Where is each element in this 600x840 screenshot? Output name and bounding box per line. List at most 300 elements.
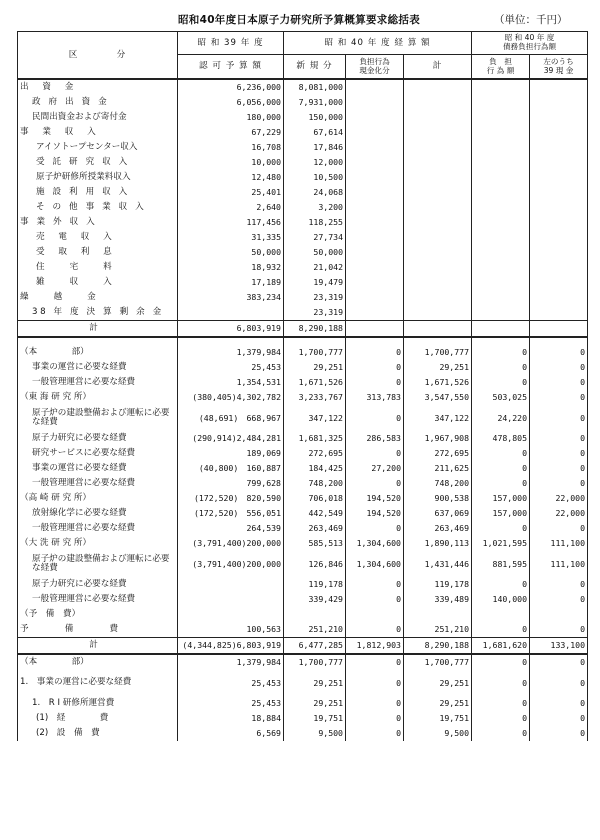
cell-value: 339,429 bbox=[284, 592, 346, 607]
table-header bbox=[18, 32, 588, 80]
header-liability-of-which: 左のうち 39 現 金 bbox=[530, 55, 588, 80]
cell-value: 194,520 bbox=[346, 491, 404, 506]
cell-value: 1,700,777 bbox=[404, 654, 472, 670]
expense-row bbox=[18, 607, 588, 622]
cell-value bbox=[178, 577, 284, 592]
expense-row bbox=[18, 405, 588, 431]
row-label: 雑 収 入 bbox=[18, 275, 178, 290]
cell-value bbox=[346, 245, 404, 260]
cell-value: 189,069 bbox=[178, 446, 284, 461]
cell-value bbox=[472, 290, 530, 305]
cell-value: 157,000 bbox=[472, 506, 530, 521]
cell-value: 23,319 bbox=[284, 290, 346, 305]
cell-value: 0 bbox=[472, 360, 530, 375]
cell-value: 1,671,526 bbox=[404, 375, 472, 390]
cell-value: 286,583 bbox=[346, 431, 404, 446]
document-title: 昭和40年度日本原子力研究所予算概算要求総括表 bbox=[178, 14, 421, 26]
cell-value: 17,189 bbox=[178, 275, 284, 290]
cell-value bbox=[404, 607, 472, 622]
income-row bbox=[18, 155, 588, 170]
cell-value bbox=[346, 275, 404, 290]
cell-value: 21,042 bbox=[284, 260, 346, 275]
row-label: 一般管理運営に必要な経費 bbox=[18, 476, 178, 491]
cell-value bbox=[404, 215, 472, 230]
cell-value: 0 bbox=[530, 577, 588, 592]
cell-value: 0 bbox=[346, 696, 404, 711]
row-label: 原子炉研修所授業料収入 bbox=[18, 170, 178, 185]
cell-value: 111,100 bbox=[530, 536, 588, 551]
cell-value bbox=[472, 607, 530, 622]
cell-value: 6,056,000 bbox=[178, 95, 284, 110]
cell-value: 23,319 bbox=[284, 305, 346, 321]
cell-value bbox=[346, 321, 404, 338]
cell-value: 7,931,000 bbox=[284, 95, 346, 110]
row-label: 計 bbox=[18, 638, 178, 655]
row-label: （高 崎 研 究 所） bbox=[18, 491, 178, 506]
cell-value: 12,480 bbox=[178, 170, 284, 185]
cell-value: 0 bbox=[346, 592, 404, 607]
cell-value: 18,932 bbox=[178, 260, 284, 275]
header-fy40-conversion: 負担行為 現金化分 bbox=[346, 55, 404, 80]
cell-value bbox=[346, 305, 404, 321]
cell-value: 263,469 bbox=[284, 521, 346, 536]
row-label: 放射線化学に必要な経費 bbox=[18, 506, 178, 521]
cell-value bbox=[346, 110, 404, 125]
cell-value: 347,122 bbox=[284, 405, 346, 431]
cell-value: (172,520) 556,051 bbox=[178, 506, 284, 521]
cell-value: 3,233,767 bbox=[284, 390, 346, 405]
cell-value: 0 bbox=[346, 577, 404, 592]
detail-row bbox=[18, 654, 588, 670]
cell-value bbox=[530, 305, 588, 321]
row-label: 予 備 費 bbox=[18, 622, 178, 638]
cell-value: 0 bbox=[530, 696, 588, 711]
cell-value: 881,595 bbox=[472, 551, 530, 577]
cell-value bbox=[404, 155, 472, 170]
cell-value: 0 bbox=[530, 476, 588, 491]
cell-value: 272,695 bbox=[404, 446, 472, 461]
cell-value bbox=[530, 200, 588, 215]
income-row bbox=[18, 245, 588, 260]
row-label: （予 備 費） bbox=[18, 607, 178, 622]
cell-value bbox=[530, 275, 588, 290]
row-label: そ の 他 事 業 収 入 bbox=[18, 200, 178, 215]
cell-value: 0 bbox=[472, 654, 530, 670]
row-label: 政 府 出 資 金 bbox=[18, 95, 178, 110]
cell-value: 211,625 bbox=[404, 461, 472, 476]
cell-value: 9,500 bbox=[284, 726, 346, 741]
cell-value bbox=[472, 230, 530, 245]
cell-value: 1,304,600 bbox=[346, 551, 404, 577]
row-label: 原子炉の建設整備および運転に必要な経費 bbox=[18, 551, 178, 577]
header-liability-amount: 負 担 行 為 額 bbox=[472, 55, 530, 80]
cell-value: 184,425 bbox=[284, 461, 346, 476]
spacer-row bbox=[18, 337, 588, 345]
row-label: 事 業 収 入 bbox=[18, 125, 178, 140]
cell-value bbox=[530, 185, 588, 200]
cell-value: 29,251 bbox=[404, 670, 472, 696]
expense-row bbox=[18, 390, 588, 405]
cell-value: 31,335 bbox=[178, 230, 284, 245]
cell-value: 0 bbox=[472, 726, 530, 741]
cell-value: 24,220 bbox=[472, 405, 530, 431]
income-row bbox=[18, 125, 588, 140]
cell-value: 67,229 bbox=[178, 125, 284, 140]
cell-value: (40,800) 160,887 bbox=[178, 461, 284, 476]
cell-value bbox=[530, 290, 588, 305]
row-label: (1) 経 費 bbox=[18, 711, 178, 726]
cell-value: 0 bbox=[472, 345, 530, 360]
cell-value bbox=[530, 140, 588, 155]
cell-value bbox=[178, 607, 284, 622]
cell-value: 0 bbox=[472, 622, 530, 638]
expense-row bbox=[18, 491, 588, 506]
cell-value: 0 bbox=[346, 375, 404, 390]
cell-value bbox=[472, 170, 530, 185]
cell-value bbox=[346, 215, 404, 230]
cell-value: 27,734 bbox=[284, 230, 346, 245]
cell-value: 251,210 bbox=[404, 622, 472, 638]
expense-row bbox=[18, 431, 588, 446]
cell-value: 748,200 bbox=[284, 476, 346, 491]
row-label: 受 取 利 息 bbox=[18, 245, 178, 260]
row-label: 出 資 金 bbox=[18, 79, 178, 95]
row-label: 1. R I 研修所運営費 bbox=[18, 696, 178, 711]
cell-value: 6,477,285 bbox=[284, 638, 346, 655]
cell-value: 637,069 bbox=[404, 506, 472, 521]
row-label: 研究サービスに必要な経費 bbox=[18, 446, 178, 461]
cell-value: 1,379,984 bbox=[178, 345, 284, 360]
cell-value bbox=[346, 260, 404, 275]
cell-value bbox=[404, 305, 472, 321]
cell-value bbox=[178, 592, 284, 607]
cell-value: 1,812,903 bbox=[346, 638, 404, 655]
detail-row bbox=[18, 726, 588, 741]
row-label: 事業の運営に必要な経費 bbox=[18, 461, 178, 476]
row-label: 一般管理運営に必要な経費 bbox=[18, 521, 178, 536]
income-row bbox=[18, 200, 588, 215]
cell-value bbox=[404, 321, 472, 338]
cell-value: 0 bbox=[530, 592, 588, 607]
cell-value bbox=[472, 185, 530, 200]
cell-value: 0 bbox=[346, 622, 404, 638]
cell-value: 0 bbox=[530, 375, 588, 390]
cell-value bbox=[178, 305, 284, 321]
income-row bbox=[18, 95, 588, 110]
cell-value bbox=[346, 200, 404, 215]
cell-value bbox=[404, 200, 472, 215]
cell-value: 1,304,600 bbox=[346, 536, 404, 551]
cell-value bbox=[346, 95, 404, 110]
cell-value: 10,000 bbox=[178, 155, 284, 170]
cell-value: 748,200 bbox=[404, 476, 472, 491]
cell-value: 0 bbox=[530, 670, 588, 696]
cell-value: 67,614 bbox=[284, 125, 346, 140]
row-label: 一般管理運営に必要な経費 bbox=[18, 375, 178, 390]
header-category: 区 分 bbox=[18, 32, 178, 80]
row-label: 民間出資金および寄付金 bbox=[18, 110, 178, 125]
cell-value: 50,000 bbox=[284, 245, 346, 260]
row-label: (2) 設 備 費 bbox=[18, 726, 178, 741]
cell-value: 1,379,984 bbox=[178, 654, 284, 670]
cell-value: 0 bbox=[530, 622, 588, 638]
row-label: 原子炉の建設整備および運転に必要な経費 bbox=[18, 405, 178, 431]
cell-value: (172,520) 820,590 bbox=[178, 491, 284, 506]
cell-value bbox=[404, 260, 472, 275]
cell-value: 1,354,531 bbox=[178, 375, 284, 390]
cell-value: 25,401 bbox=[178, 185, 284, 200]
row-label: 住 宅 料 bbox=[18, 260, 178, 275]
cell-value: 0 bbox=[346, 476, 404, 491]
cell-value: 383,234 bbox=[178, 290, 284, 305]
cell-value bbox=[530, 215, 588, 230]
cell-value: 29,251 bbox=[404, 696, 472, 711]
cell-value: 12,000 bbox=[284, 155, 346, 170]
cell-value: 1,700,777 bbox=[284, 345, 346, 360]
cell-value: 503,025 bbox=[472, 390, 530, 405]
cell-value bbox=[404, 110, 472, 125]
cell-value bbox=[346, 125, 404, 140]
cell-value bbox=[472, 305, 530, 321]
cell-value: 0 bbox=[530, 654, 588, 670]
cell-value bbox=[346, 185, 404, 200]
income-row bbox=[18, 305, 588, 321]
cell-value: 1,431,446 bbox=[404, 551, 472, 577]
income-row bbox=[18, 230, 588, 245]
expense-row bbox=[18, 592, 588, 607]
budget-summary-table bbox=[17, 31, 588, 741]
cell-value: 272,695 bbox=[284, 446, 346, 461]
cell-value: 263,469 bbox=[404, 521, 472, 536]
cell-value: 19,479 bbox=[284, 275, 346, 290]
cell-value: 0 bbox=[346, 711, 404, 726]
row-label: 受 託 研 究 収 入 bbox=[18, 155, 178, 170]
income-total-row bbox=[18, 321, 588, 338]
cell-value: (4,344,825)6,803,919 bbox=[178, 638, 284, 655]
cell-value bbox=[530, 95, 588, 110]
header-fy40-new: 新 規 分 bbox=[284, 55, 346, 80]
cell-value: 3,200 bbox=[284, 200, 346, 215]
income-row bbox=[18, 185, 588, 200]
cell-value bbox=[472, 260, 530, 275]
cell-value: 100,563 bbox=[178, 622, 284, 638]
income-row bbox=[18, 110, 588, 125]
cell-value: 0 bbox=[472, 521, 530, 536]
cell-value bbox=[404, 290, 472, 305]
cell-value: 0 bbox=[472, 461, 530, 476]
cell-value: 0 bbox=[530, 431, 588, 446]
cell-value bbox=[404, 275, 472, 290]
cell-value: 22,000 bbox=[530, 506, 588, 521]
cell-value: 29,251 bbox=[404, 360, 472, 375]
cell-value: 251,210 bbox=[284, 622, 346, 638]
cell-value: 1,681,325 bbox=[284, 431, 346, 446]
cell-value: 264,539 bbox=[178, 521, 284, 536]
cell-value: 25,453 bbox=[178, 696, 284, 711]
income-row bbox=[18, 170, 588, 185]
cell-value: (290,914)2,484,281 bbox=[178, 431, 284, 446]
cell-value: 313,783 bbox=[346, 390, 404, 405]
cell-value bbox=[472, 125, 530, 140]
row-label: 1. 事業の運営に必要な経費 bbox=[18, 670, 178, 696]
cell-value bbox=[472, 321, 530, 338]
cell-value: 6,569 bbox=[178, 726, 284, 741]
cell-value: 19,751 bbox=[284, 711, 346, 726]
cell-value: 157,000 bbox=[472, 491, 530, 506]
cell-value bbox=[346, 290, 404, 305]
expense-row bbox=[18, 551, 588, 577]
row-label: 繰 越 金 bbox=[18, 290, 178, 305]
income-row bbox=[18, 290, 588, 305]
row-label: 事業の運営に必要な経費 bbox=[18, 360, 178, 375]
cell-value: 0 bbox=[346, 345, 404, 360]
cell-value bbox=[472, 140, 530, 155]
cell-value: 0 bbox=[530, 405, 588, 431]
cell-value: 0 bbox=[472, 476, 530, 491]
cell-value: 6,803,919 bbox=[178, 321, 284, 338]
unit-label: （単位：千円） bbox=[494, 14, 568, 26]
cell-value: 1,890,113 bbox=[404, 536, 472, 551]
cell-value: 10,500 bbox=[284, 170, 346, 185]
cell-value: 0 bbox=[530, 521, 588, 536]
cell-value: 1,700,777 bbox=[404, 345, 472, 360]
cell-value bbox=[472, 245, 530, 260]
detail-row bbox=[18, 711, 588, 726]
cell-value: 3,547,550 bbox=[404, 390, 472, 405]
cell-value: 2,640 bbox=[178, 200, 284, 215]
cell-value bbox=[404, 125, 472, 140]
cell-value bbox=[346, 230, 404, 245]
cell-value: 8,290,188 bbox=[284, 321, 346, 338]
expense-row bbox=[18, 476, 588, 491]
cell-value: (48,691) 668,967 bbox=[178, 405, 284, 431]
cell-value: 25,453 bbox=[178, 670, 284, 696]
cell-value bbox=[404, 95, 472, 110]
cell-value: 111,100 bbox=[530, 551, 588, 577]
cell-value: 0 bbox=[530, 461, 588, 476]
cell-value: 119,178 bbox=[284, 577, 346, 592]
expense-row bbox=[18, 375, 588, 390]
cell-value bbox=[404, 79, 472, 95]
header-fy39: 昭 和 39 年 度 bbox=[178, 32, 284, 55]
cell-value bbox=[530, 125, 588, 140]
cell-value bbox=[530, 110, 588, 125]
row-label: （大 洗 研 究 所） bbox=[18, 536, 178, 551]
cell-value: 18,884 bbox=[178, 711, 284, 726]
cell-value: 585,513 bbox=[284, 536, 346, 551]
cell-value: 0 bbox=[472, 711, 530, 726]
expense-row bbox=[18, 506, 588, 521]
detail-row bbox=[18, 670, 588, 696]
cell-value: 0 bbox=[346, 726, 404, 741]
cell-value: 17,846 bbox=[284, 140, 346, 155]
cell-value: 900,538 bbox=[404, 491, 472, 506]
cell-value: (380,405)4,302,782 bbox=[178, 390, 284, 405]
cell-value: 16,708 bbox=[178, 140, 284, 155]
cell-value: 1,681,620 bbox=[472, 638, 530, 655]
cell-value: 194,520 bbox=[346, 506, 404, 521]
cell-value bbox=[404, 185, 472, 200]
cell-value: 0 bbox=[472, 696, 530, 711]
cell-value: 1,967,908 bbox=[404, 431, 472, 446]
row-label: （本 部） bbox=[18, 345, 178, 360]
row-label: 38 年 度 決 算 剰 余 金 bbox=[18, 305, 178, 321]
row-label: 原子力研究に必要な経費 bbox=[18, 577, 178, 592]
cell-value: 0 bbox=[472, 670, 530, 696]
cell-value bbox=[472, 155, 530, 170]
cell-value: 0 bbox=[346, 360, 404, 375]
row-label: 計 bbox=[18, 321, 178, 338]
cell-value bbox=[472, 200, 530, 215]
cell-value: 50,000 bbox=[178, 245, 284, 260]
row-label: 一般管理運営に必要な経費 bbox=[18, 592, 178, 607]
row-label: 売 電 収 入 bbox=[18, 230, 178, 245]
row-label: 原子力研究に必要な経費 bbox=[18, 431, 178, 446]
cell-value: 117,456 bbox=[178, 215, 284, 230]
cell-value: 0 bbox=[530, 726, 588, 741]
cell-value: 1,700,777 bbox=[284, 654, 346, 670]
cell-value: 19,751 bbox=[404, 711, 472, 726]
detail-row bbox=[18, 696, 588, 711]
cell-value bbox=[404, 170, 472, 185]
cell-value bbox=[346, 140, 404, 155]
row-label: アイソトープセンター収入 bbox=[18, 140, 178, 155]
cell-value: 706,018 bbox=[284, 491, 346, 506]
cell-value: 0 bbox=[346, 405, 404, 431]
cell-value: 0 bbox=[530, 360, 588, 375]
cell-value bbox=[346, 155, 404, 170]
cell-value bbox=[530, 170, 588, 185]
expense-row bbox=[18, 521, 588, 536]
cell-value bbox=[530, 321, 588, 338]
cell-value: 9,500 bbox=[404, 726, 472, 741]
expense-row bbox=[18, 577, 588, 592]
cell-value: 0 bbox=[346, 446, 404, 461]
expense-row bbox=[18, 536, 588, 551]
income-row bbox=[18, 215, 588, 230]
cell-value bbox=[530, 260, 588, 275]
row-label: 施 設 利 用 収 入 bbox=[18, 185, 178, 200]
cell-value: 118,255 bbox=[284, 215, 346, 230]
cell-value: 27,200 bbox=[346, 461, 404, 476]
cell-value bbox=[530, 230, 588, 245]
cell-value: 119,178 bbox=[404, 577, 472, 592]
cell-value: 29,251 bbox=[284, 360, 346, 375]
cell-value: 347,122 bbox=[404, 405, 472, 431]
cell-value: 442,549 bbox=[284, 506, 346, 521]
header-fy39-approved: 認 可 予 算 額 bbox=[178, 55, 284, 80]
cell-value bbox=[346, 607, 404, 622]
cell-value bbox=[472, 215, 530, 230]
cell-value: 0 bbox=[472, 375, 530, 390]
cell-value: 25,453 bbox=[178, 360, 284, 375]
cell-value: 0 bbox=[346, 670, 404, 696]
cell-value bbox=[404, 245, 472, 260]
cell-value: 8,081,000 bbox=[284, 79, 346, 95]
cell-value: 0 bbox=[346, 654, 404, 670]
cell-value: 126,846 bbox=[284, 551, 346, 577]
header-fy40-liability: 昭 和 40 年 度 債務負担行為額 bbox=[472, 32, 588, 55]
expense-total-row bbox=[18, 638, 588, 655]
cell-value: 29,251 bbox=[284, 670, 346, 696]
cell-value: 0 bbox=[346, 521, 404, 536]
row-label: （東 海 研 究 所） bbox=[18, 390, 178, 405]
expense-row bbox=[18, 461, 588, 476]
header-fy40: 昭 和 40 年 度 経 算 額 bbox=[284, 32, 472, 55]
expense-row bbox=[18, 622, 588, 638]
cell-value: 1,021,595 bbox=[472, 536, 530, 551]
header-fy40-total: 計 bbox=[404, 55, 472, 80]
